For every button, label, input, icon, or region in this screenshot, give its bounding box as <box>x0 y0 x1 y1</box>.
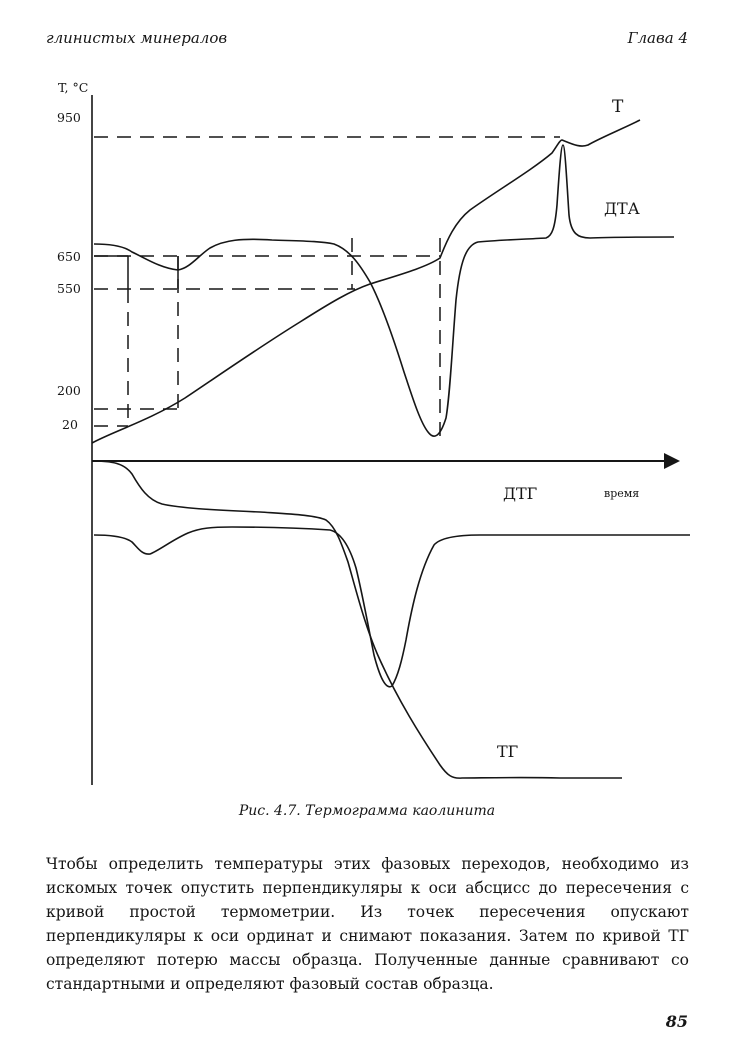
series-label-dta: ДТА <box>604 199 640 218</box>
series-label-tg: ТГ <box>497 742 519 761</box>
page-number: 85 <box>665 1012 688 1031</box>
body-paragraph: Чтобы определить температуры этих фазовых переходов, необходимо из искомых точек опустить перпендикуляры к оси абсцисс до пересечения с кривой простой термометрии. Из точек пересечения опускают перпендикуляры к оси ординат и снимают показания. Затем по кривой ТГ определяют потерю массы образца. Полученные данные сравнивают со стандартными и определяют фазовый состав образца. <box>46 855 689 993</box>
series-label-dtg: ДТГ <box>503 484 538 503</box>
y-tick-label-20: 20 <box>62 417 78 432</box>
y-tick-label-950: 950 <box>57 110 81 125</box>
y-tick-label-650: 650 <box>57 249 81 264</box>
curve-dtg <box>94 527 690 687</box>
curve-tg <box>92 461 622 778</box>
x-axis-label: время <box>604 487 640 500</box>
y-tick-label-200: 200 <box>57 383 81 398</box>
running-header-left: глинистых минералов <box>46 29 228 47</box>
curve-dta <box>94 145 674 436</box>
series-label-t: T <box>612 97 624 117</box>
x-axis-arrow <box>664 453 680 469</box>
running-header-right: Глава 4 <box>627 29 688 47</box>
curve-t <box>92 120 640 443</box>
y-axis-label: T, °C <box>58 80 89 95</box>
figure-caption: Рис. 4.7. Термограмма каолинита <box>238 803 496 819</box>
y-tick-label-550: 550 <box>57 281 81 296</box>
